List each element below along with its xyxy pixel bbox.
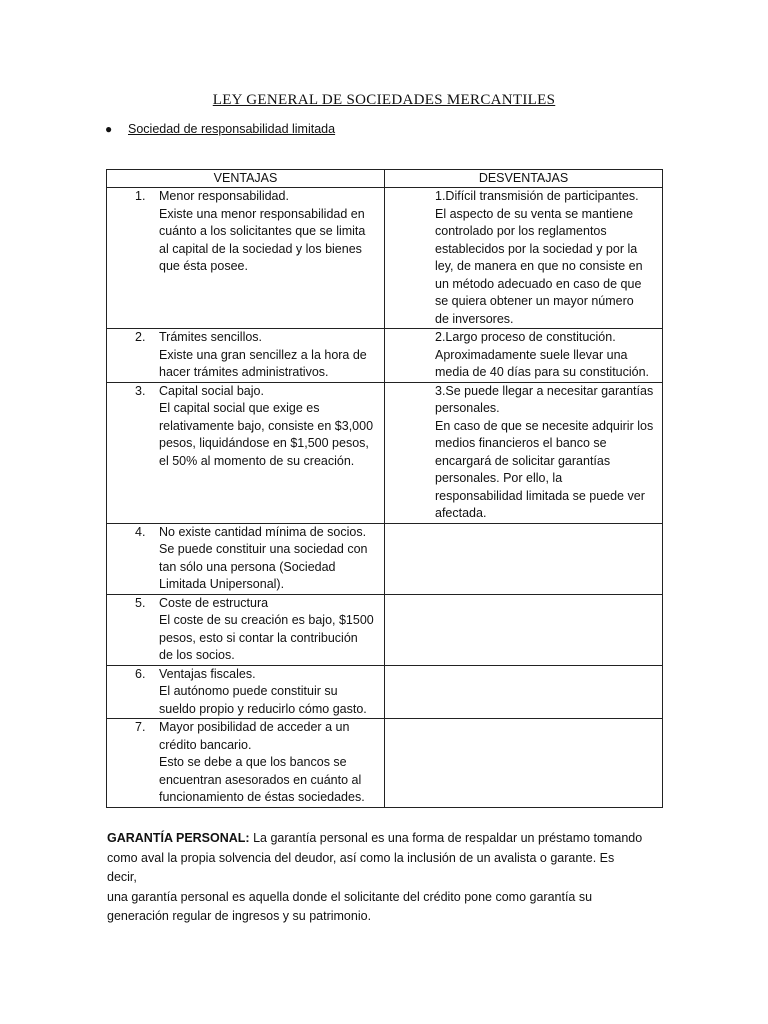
desventaja-line: encargará de solicitar garantías [435, 453, 611, 468]
desventaja-line: afectada. [435, 506, 487, 520]
ventaja-line: El autónomo puede constituir su [159, 684, 338, 698]
ventaja-line: relativamente bajo, consiste en $3,000 [159, 418, 374, 433]
ventaja-line: sueldo propio y reducirlo cómo gasto. [159, 701, 367, 716]
ventaja-line: Trámites sencillos. [159, 330, 263, 344]
desventaja-cell [385, 382, 663, 523]
paragraph-line: una garantía personal es aquella donde el solicitante del crédito pone como garantía su [107, 889, 593, 904]
ventaja-line: Capital social bajo. [159, 383, 264, 398]
desventaja-cell [385, 188, 663, 329]
desventaja-line: establecidos por la sociedad y por la [435, 241, 638, 256]
ventaja-line: Existe una menor responsabilidad en [159, 206, 365, 221]
desventaja-line: personales. [435, 401, 500, 415]
desventaja-line: de inversores. [435, 311, 514, 326]
ventaja-line: Esto se debe a que los bancos se [159, 755, 347, 769]
document-title: LEY GENERAL DE SOCIEDADES MERCANTILES [212, 92, 556, 108]
ventaja-line: Mayor posibilidad de acceder a un [159, 720, 350, 734]
desventaja-line: responsabilidad limitada se puede ver [435, 488, 645, 503]
ventaja-line: funcionamiento de éstas sociedades. [159, 790, 365, 804]
ventaja-line: cuánto a los solicitantes que se limita [159, 224, 366, 238]
desventaja-line: un método adecuado en caso de que [435, 276, 642, 291]
table-row [107, 382, 663, 523]
ventaja-line: pesos, esto si contar la contribución [159, 630, 358, 645]
bullet-item [105, 122, 336, 136]
ventaja-cell [107, 594, 385, 665]
ventaja-line: de los socios. [159, 648, 235, 662]
desventaja-line: El aspecto de su venta se mantiene [435, 206, 634, 221]
ventaja-line: el 50% al momento de su creación. [159, 453, 355, 468]
ventaja-line: encuentran asesorados en cuánto al [159, 772, 362, 787]
ventaja-cell [107, 719, 385, 808]
ventaja-cell [107, 329, 385, 383]
desventaja-line: controlado por los reglamentos [435, 224, 607, 238]
ventaja-line: hacer trámites administrativos. [159, 365, 329, 379]
desventaja-line: media de 40 días para su constitución. [435, 365, 650, 379]
list-number: 5. [135, 595, 146, 610]
table-row [107, 719, 663, 808]
list-number: 7. [135, 720, 146, 734]
desventaja-line: personales. Por ello, la [435, 471, 563, 485]
desventaja-line: ley, de manera en que no consiste en [435, 259, 643, 273]
paragraph-line: La garantía personal es una forma de respaldar un préstamo tomando [249, 831, 643, 845]
table-header-row [107, 170, 663, 188]
ventaja-cell [107, 188, 385, 329]
desventaja-line: Aproximadamente suele llevar una [435, 347, 628, 362]
ventaja-line: pesos, liquidándose en $1,500 pesos, [159, 436, 369, 450]
ventaja-line: El coste de su creación es bajo, $1500 [159, 613, 374, 627]
desventaja-cell [385, 665, 663, 719]
desventaja-cell [385, 719, 663, 808]
list-number: 3. [135, 383, 146, 398]
bullet-text: Sociedad de responsabilidad limitada [128, 122, 336, 136]
desventaja-cell [385, 594, 663, 665]
desventaja-line: 3.Se puede llegar a necesitar garantías [435, 383, 654, 398]
paragraph-line: generación regular de ingresos y su patrimonio. [107, 909, 372, 923]
ventaja-line: crédito bancario. [159, 737, 252, 752]
ventaja-cell [107, 665, 385, 719]
table-row [107, 665, 663, 719]
list-number: 4. [135, 524, 146, 539]
table-row [107, 523, 663, 594]
ventaja-line: tan sólo una persona (Sociedad [159, 559, 336, 574]
desventaja-cell [385, 523, 663, 594]
list-number: 6. [135, 666, 146, 681]
desventaja-line: 1.Difícil transmisión de participantes. [435, 189, 639, 203]
ventaja-line: que ésta posee. [159, 259, 248, 273]
ventaja-line: El capital social que exige es [159, 401, 320, 415]
ventaja-line: Coste de estructura [159, 595, 269, 610]
ventaja-line: Se puede constituir una sociedad con [159, 542, 368, 556]
ventaja-line: Ventajas fiscales. [159, 666, 256, 681]
ventaja-line: No existe cantidad mínima de socios. [159, 524, 367, 539]
table-row [107, 594, 663, 665]
desventaja-line: 2.Largo proceso de constitución. [435, 330, 616, 344]
desventaja-cell [385, 329, 663, 383]
ventaja-line: Limitada Unipersonal). [159, 577, 285, 591]
ventaja-line: al capital de la sociedad y los bienes [159, 241, 362, 256]
bullet-dot-icon: ● [105, 122, 113, 136]
header-desventajas: DESVENTAJAS [385, 170, 663, 188]
paragraph-line: como aval la propia solvencia del deudor, así como la inclusión de un avalista o garante. Es decir, [107, 850, 615, 884]
list-number: 2. [135, 330, 146, 344]
garantia-personal-paragraph [107, 829, 647, 927]
list-number: 1. [135, 189, 146, 203]
ventaja-line: Existe una gran sencillez a la hora de [159, 347, 367, 362]
table-row [107, 188, 663, 329]
desventaja-line: se quiera obtener un mayor número [435, 294, 634, 308]
paragraph-label: GARANTÍA PERSONAL: [107, 831, 250, 845]
desventaja-line: En caso de que se necesite adquirir los [435, 418, 654, 433]
ventaja-line: Menor responsabilidad. [159, 189, 289, 203]
table-row [107, 329, 663, 383]
desventaja-line: medios financieros el banco se [435, 436, 607, 450]
ventaja-cell [107, 523, 385, 594]
header-ventajas: VENTAJAS [107, 170, 385, 188]
ventaja-cell [107, 382, 385, 523]
ventajas-desventajas-table [106, 169, 663, 808]
